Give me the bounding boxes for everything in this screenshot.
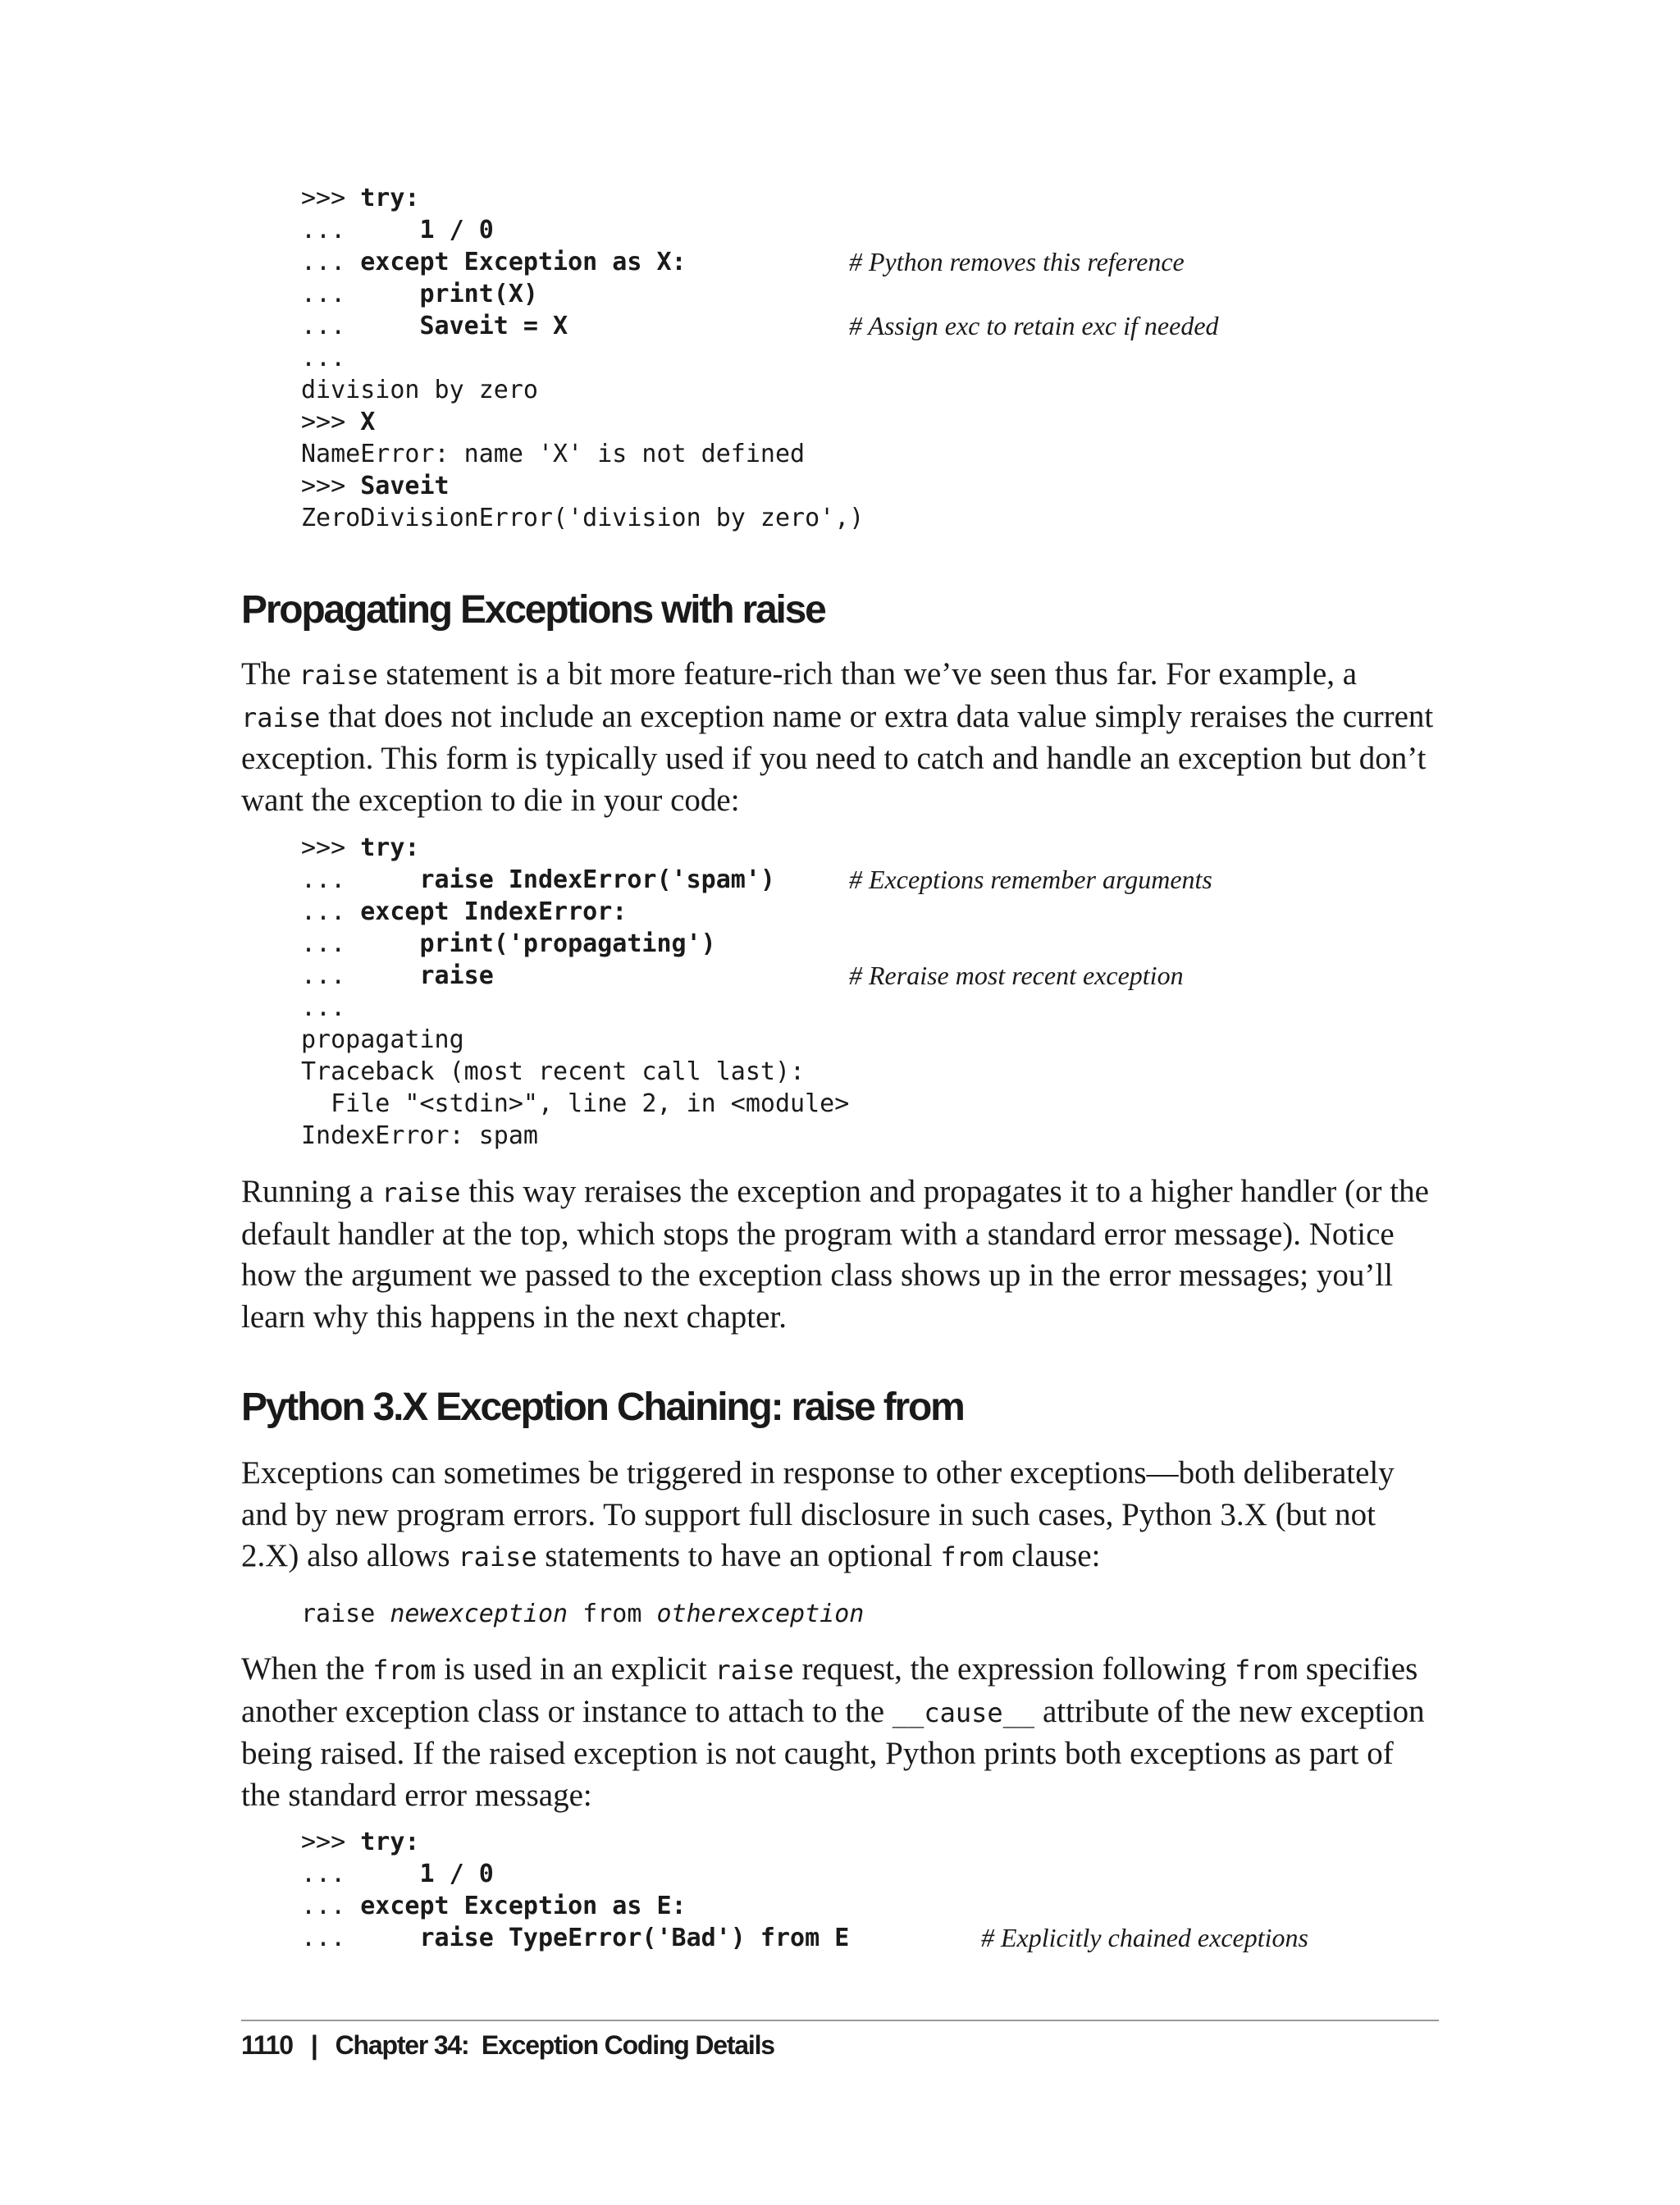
code-line bbox=[301, 310, 1219, 342]
code-line bbox=[301, 864, 1212, 896]
section-heading-chaining: Python 3.X Exception Chaining: raise from bbox=[241, 1386, 964, 1429]
code-input: Saveit = X bbox=[419, 312, 568, 340]
code-text: ... bbox=[301, 312, 420, 340]
code-line bbox=[301, 960, 1184, 992]
section-heading-propagating: Propagating Exceptions with raise bbox=[241, 588, 825, 632]
code-input: try: bbox=[360, 833, 420, 862]
code-line bbox=[301, 1826, 849, 1858]
code-text: ... bbox=[301, 280, 420, 308]
code-input: try: bbox=[360, 1828, 420, 1856]
code-text: ... bbox=[301, 1892, 361, 1920]
text-run: The bbox=[241, 656, 299, 692]
text-run: specifies another exception class or instance to attach to the bbox=[241, 1651, 1427, 1729]
text-run: Running a bbox=[241, 1174, 382, 1209]
code-block-2 bbox=[301, 832, 1212, 1152]
code-line bbox=[301, 1922, 1308, 1954]
text-run: request, the expression following bbox=[793, 1651, 1235, 1687]
code-line bbox=[301, 406, 864, 438]
code-input: raise IndexError('spam') bbox=[419, 865, 775, 894]
code-comment: # Explicitly chained exceptions bbox=[981, 1923, 1308, 1952]
code-line bbox=[301, 1120, 849, 1152]
code-text: File "<stdin>", line 2, in <module> bbox=[301, 1089, 850, 1118]
code-comment: # Reraise most recent exception bbox=[849, 961, 1184, 990]
code-text: ZeroDivisionError('division by zero',) bbox=[301, 504, 865, 532]
code-line bbox=[301, 1890, 849, 1922]
syntax-keyword-raise: raise bbox=[301, 1600, 390, 1628]
page-number: 1110 bbox=[241, 2030, 293, 2060]
code-input: except Exception as X: bbox=[360, 248, 687, 276]
code-line bbox=[301, 928, 849, 960]
text-run: that does not include an exception name or extra data value simply reraises the current exception. This form is typically used if you need to catch and handle an exception but don’t want the exception to die in your code: bbox=[241, 698, 1441, 818]
syntax-keyword-from: from bbox=[568, 1600, 657, 1628]
page-footer bbox=[241, 2030, 774, 2061]
paragraph-raise-intro bbox=[241, 654, 1439, 821]
code-comment: # Python removes this reference bbox=[849, 247, 1185, 276]
code-text: ... bbox=[301, 865, 420, 894]
inline-code: raise bbox=[714, 1655, 794, 1686]
text-run: statements to have an optional bbox=[536, 1538, 941, 1573]
code-text: ... bbox=[301, 993, 346, 1022]
code-input: X bbox=[360, 408, 376, 436]
syntax-arg-newexception: newexception bbox=[390, 1600, 568, 1628]
code-text: propagating bbox=[301, 1025, 464, 1054]
paragraph-chaining-intro bbox=[241, 1453, 1439, 1578]
code-text: >>> bbox=[301, 408, 361, 436]
inline-code: raise bbox=[241, 701, 321, 733]
syntax-arg-otherexception: otherexception bbox=[656, 1600, 865, 1628]
code-line bbox=[301, 1056, 849, 1088]
inline-code: from bbox=[1235, 1655, 1299, 1686]
code-line bbox=[301, 1024, 849, 1056]
code-input: 1 / 0 bbox=[419, 216, 494, 244]
chapter-title: Chapter 34: Exception Coding Details bbox=[335, 2030, 774, 2060]
inline-code: from bbox=[940, 1541, 1004, 1573]
code-input: except Exception as E: bbox=[360, 1892, 687, 1920]
code-line bbox=[301, 438, 864, 470]
code-text: Traceback (most recent call last): bbox=[301, 1057, 806, 1086]
code-line bbox=[301, 992, 849, 1024]
code-text: division by zero bbox=[301, 376, 538, 404]
code-line bbox=[301, 470, 864, 502]
code-text: >>> bbox=[301, 184, 361, 212]
code-text: ... bbox=[301, 929, 420, 958]
code-text: ... bbox=[301, 1924, 420, 1952]
code-input: raise bbox=[419, 961, 494, 990]
code-text: ... bbox=[301, 1860, 420, 1888]
code-line bbox=[301, 1858, 849, 1890]
inline-code: __cause__ bbox=[892, 1696, 1035, 1728]
paragraph-from-cause bbox=[241, 1649, 1439, 1816]
code-text: >>> bbox=[301, 833, 361, 862]
code-text: IndexError: spam bbox=[301, 1121, 538, 1150]
paragraph-reraise bbox=[241, 1171, 1439, 1338]
code-input: 1 / 0 bbox=[419, 1860, 494, 1888]
text-run: statement is a bit more feature-rich than we’ve seen thus far. For example, a bbox=[377, 656, 1365, 692]
code-comment: # Exceptions remember arguments bbox=[849, 865, 1212, 894]
code-line bbox=[301, 342, 864, 374]
footer-separator: | bbox=[310, 2030, 317, 2060]
code-text: ... bbox=[301, 216, 420, 244]
code-text: ... bbox=[301, 344, 346, 372]
code-line bbox=[301, 832, 849, 864]
code-input: print('propagating') bbox=[419, 929, 716, 958]
inline-code: raise bbox=[299, 660, 378, 691]
text-run: clause: bbox=[1003, 1538, 1101, 1573]
code-input: raise TypeError('Bad') from E bbox=[419, 1924, 850, 1952]
code-line bbox=[301, 374, 864, 406]
code-block-3 bbox=[301, 1826, 1308, 1954]
code-comment: # Assign exc to retain exc if needed bbox=[849, 311, 1219, 340]
code-line bbox=[301, 278, 864, 310]
code-text: ... bbox=[301, 248, 361, 276]
inline-code: from bbox=[372, 1655, 436, 1686]
text-run: attribute of the new exception being raised. If the raised exception is not caught, Python prints both exceptions as part of the standard error message: bbox=[241, 1693, 1433, 1813]
code-input: Saveit bbox=[360, 472, 450, 500]
text-run: When the bbox=[241, 1651, 373, 1687]
code-block-1 bbox=[301, 182, 1219, 534]
code-input: print(X) bbox=[419, 280, 538, 308]
inline-code: raise bbox=[458, 1541, 537, 1573]
code-line bbox=[301, 1088, 849, 1120]
code-input: try: bbox=[360, 184, 420, 212]
code-text: >>> bbox=[301, 1828, 361, 1856]
code-text: ... bbox=[301, 897, 361, 926]
code-line bbox=[301, 246, 1185, 278]
code-line bbox=[301, 502, 864, 534]
text-run: Exceptions can sometimes be triggered in response to other exceptions—both deliberately and by new program errors. To support full disclosure in such cases, Python 3.X (but not 2.X) also allows bbox=[241, 1455, 1403, 1573]
text-run: is used in an explicit bbox=[436, 1651, 715, 1687]
code-line bbox=[301, 896, 849, 928]
code-text: NameError: name 'X' is not defined bbox=[301, 440, 806, 468]
inline-code: raise bbox=[381, 1177, 461, 1208]
footer-rule bbox=[241, 2020, 1439, 2021]
code-text: >>> bbox=[301, 472, 361, 500]
code-line bbox=[301, 214, 864, 246]
code-input: except IndexError: bbox=[360, 897, 628, 926]
code-text: ... bbox=[301, 961, 420, 990]
text-run: this way reraises the exception and propagates it to a higher handler (or the default handler at the top, which stops the program with a standard error message). Notice how the argument we passed to the exception class shows up in the error messages; you’ll learn why this happens in the next chapter. bbox=[241, 1174, 1437, 1335]
code-line bbox=[301, 182, 864, 214]
raise-from-syntax bbox=[301, 1598, 864, 1630]
